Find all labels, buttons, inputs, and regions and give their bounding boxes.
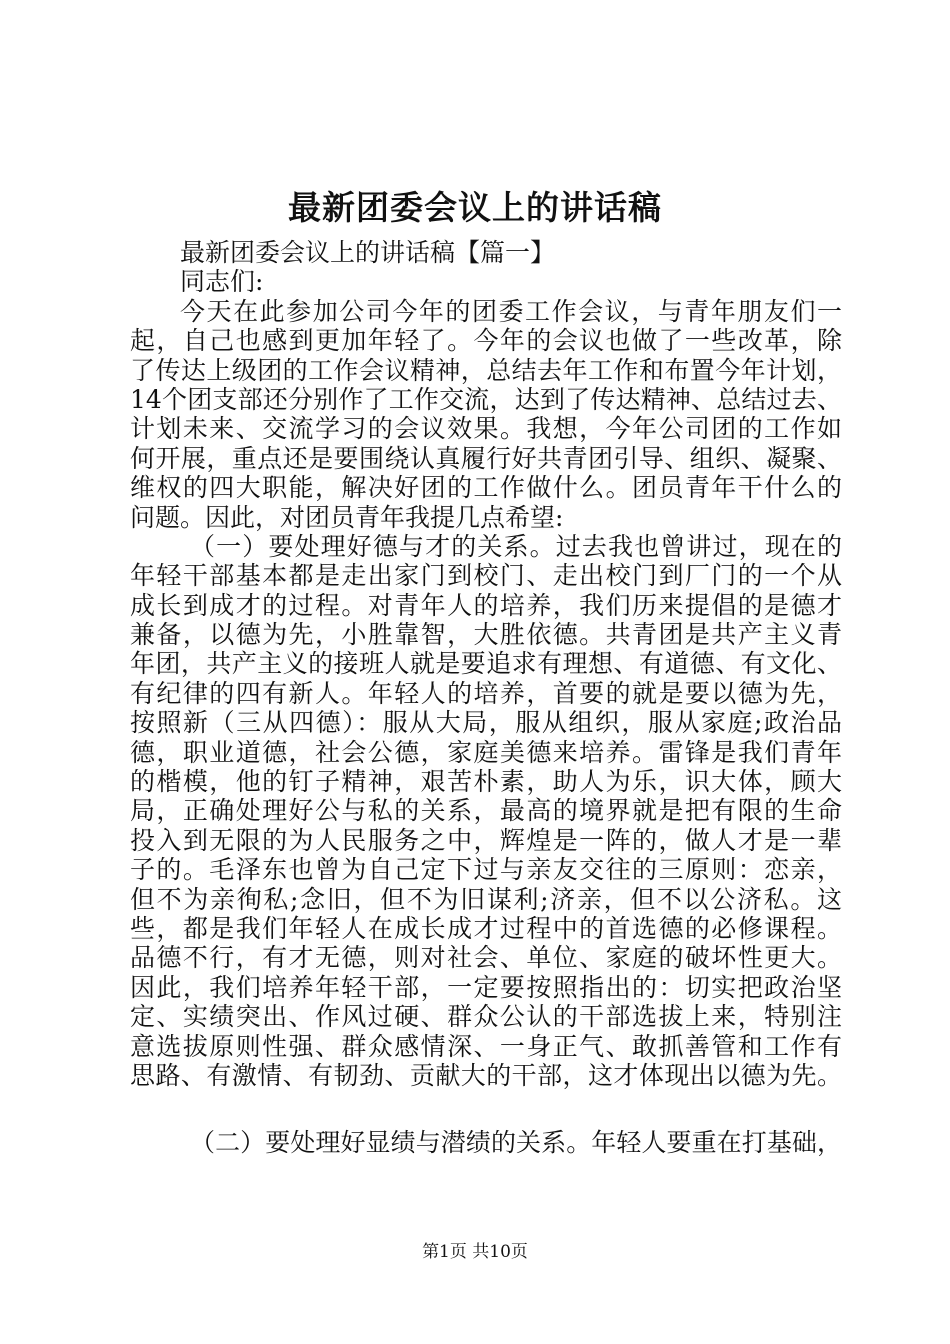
page-footer: 第1页 共10页 [422,1242,528,1262]
paragraph-line: 按照新（三从四德）：服从大局，服从组织，服从家庭;政治品 [130,708,842,738]
paragraph-line: 兼备，以德为先，小胜靠智，大胜依德。共青团是共产主义青 [130,620,842,650]
paragraph-line: 但不为亲徇私;念旧，但不为旧谋利;济亲，但不以公济私。这 [130,884,842,914]
paragraph-line: 局，正确处理好公与私的关系，最高的境界就是把有限的生命 [130,796,842,826]
document-body [130,238,842,1158]
paragraph-line: 思路、有激情、有韧劲、贡献大的干部，这才体现出以德为先。 [130,1060,842,1090]
paragraph-line: 14个团支部还分别作了工作交流，达到了传达精神、总结过去、 [130,384,842,414]
paragraph-1 [130,297,842,532]
paragraph-line: 计划未来、交流学习的会议效果。我想，今年公司团的工作如 [130,414,842,444]
paragraph-line: 因此，我们培养年轻干部，一定要按照指出的：切实把政治坚 [130,972,842,1002]
paragraph-line: 起，自己也感到更加年轻了。今年的会议也做了一些改革，除 [130,326,842,356]
paragraph-gap [130,1090,842,1128]
paragraph-line: 德，职业道德，社会公德，家庭美德来培养。雷锋是我们青年 [130,737,842,767]
paragraph-line: 成长到成才的过程。对青年人的培养，我们历来提倡的是德才 [130,590,842,620]
paragraph-line: 定、实绩突出、作风过硬、群众公认的干部选拔上来，特别注 [130,1002,842,1032]
document-title: 最新团委会议上的讲话稿 [288,188,662,227]
paragraph-line: 的楷模，他的钉子精神，艰苦朴素，助人为乐，识大体，顾大 [130,767,842,797]
paragraph-line: 些，都是我们年轻人在成长成才过程中的首选德的必修课程。 [130,913,842,943]
salutation: 同志们: [180,267,264,297]
paragraph-line: 何开展，重点还是要围绕认真履行好共青团引导、组织、凝聚、 [130,443,842,473]
paragraph-line: 品德不行，有才无德，则对社会、单位、家庭的破坏性更大。 [130,943,842,973]
paragraph-line: 子的。毛泽东也曾为自己定下过与亲友交往的三原则：恋亲， [130,855,842,885]
paragraph-3 [130,1128,842,1157]
paragraph-line: 年团，共产主义的接班人就是要追求有理想、有道德、有文化、 [130,649,842,679]
paragraph-line: 维权的四大职能，解决好团的工作做什么。团员青年干什么的 [130,473,842,503]
paragraph-line: 投入到无限的为人民服务之中，辉煌是一阵的，做人才是一辈 [130,825,842,855]
paragraph-line: （一）要处理好德与才的关系。过去我也曾讲过，现在的 [190,531,842,561]
paragraph-2 [130,532,842,1090]
paragraph-line: 了传达上级团的工作会议精神，总结去年工作和布置今年计划， [130,355,842,385]
paragraph-line: 问题。因此，对团员青年我提几点希望: [130,502,564,532]
paragraph-line: 意选拔原则性强、群众感情深、一身正气、敢抓善管和工作有 [130,1031,842,1061]
paragraph-line: 今天在此参加公司今年的团委工作会议，与青年朋友们一 [180,296,842,326]
document-subtitle: 最新团委会议上的讲话稿【篇一】 [180,238,556,267]
paragraph-line: （二）要处理好显绩与潜绩的关系。年轻人要重在打基础， [190,1128,842,1158]
paragraph-line: 年轻干部基本都是走出家门到校门、走出校门到厂门的一个从 [130,561,842,591]
paragraph-line: 有纪律的四有新人。年轻人的培养，首要的就是要以德为先， [130,678,842,708]
